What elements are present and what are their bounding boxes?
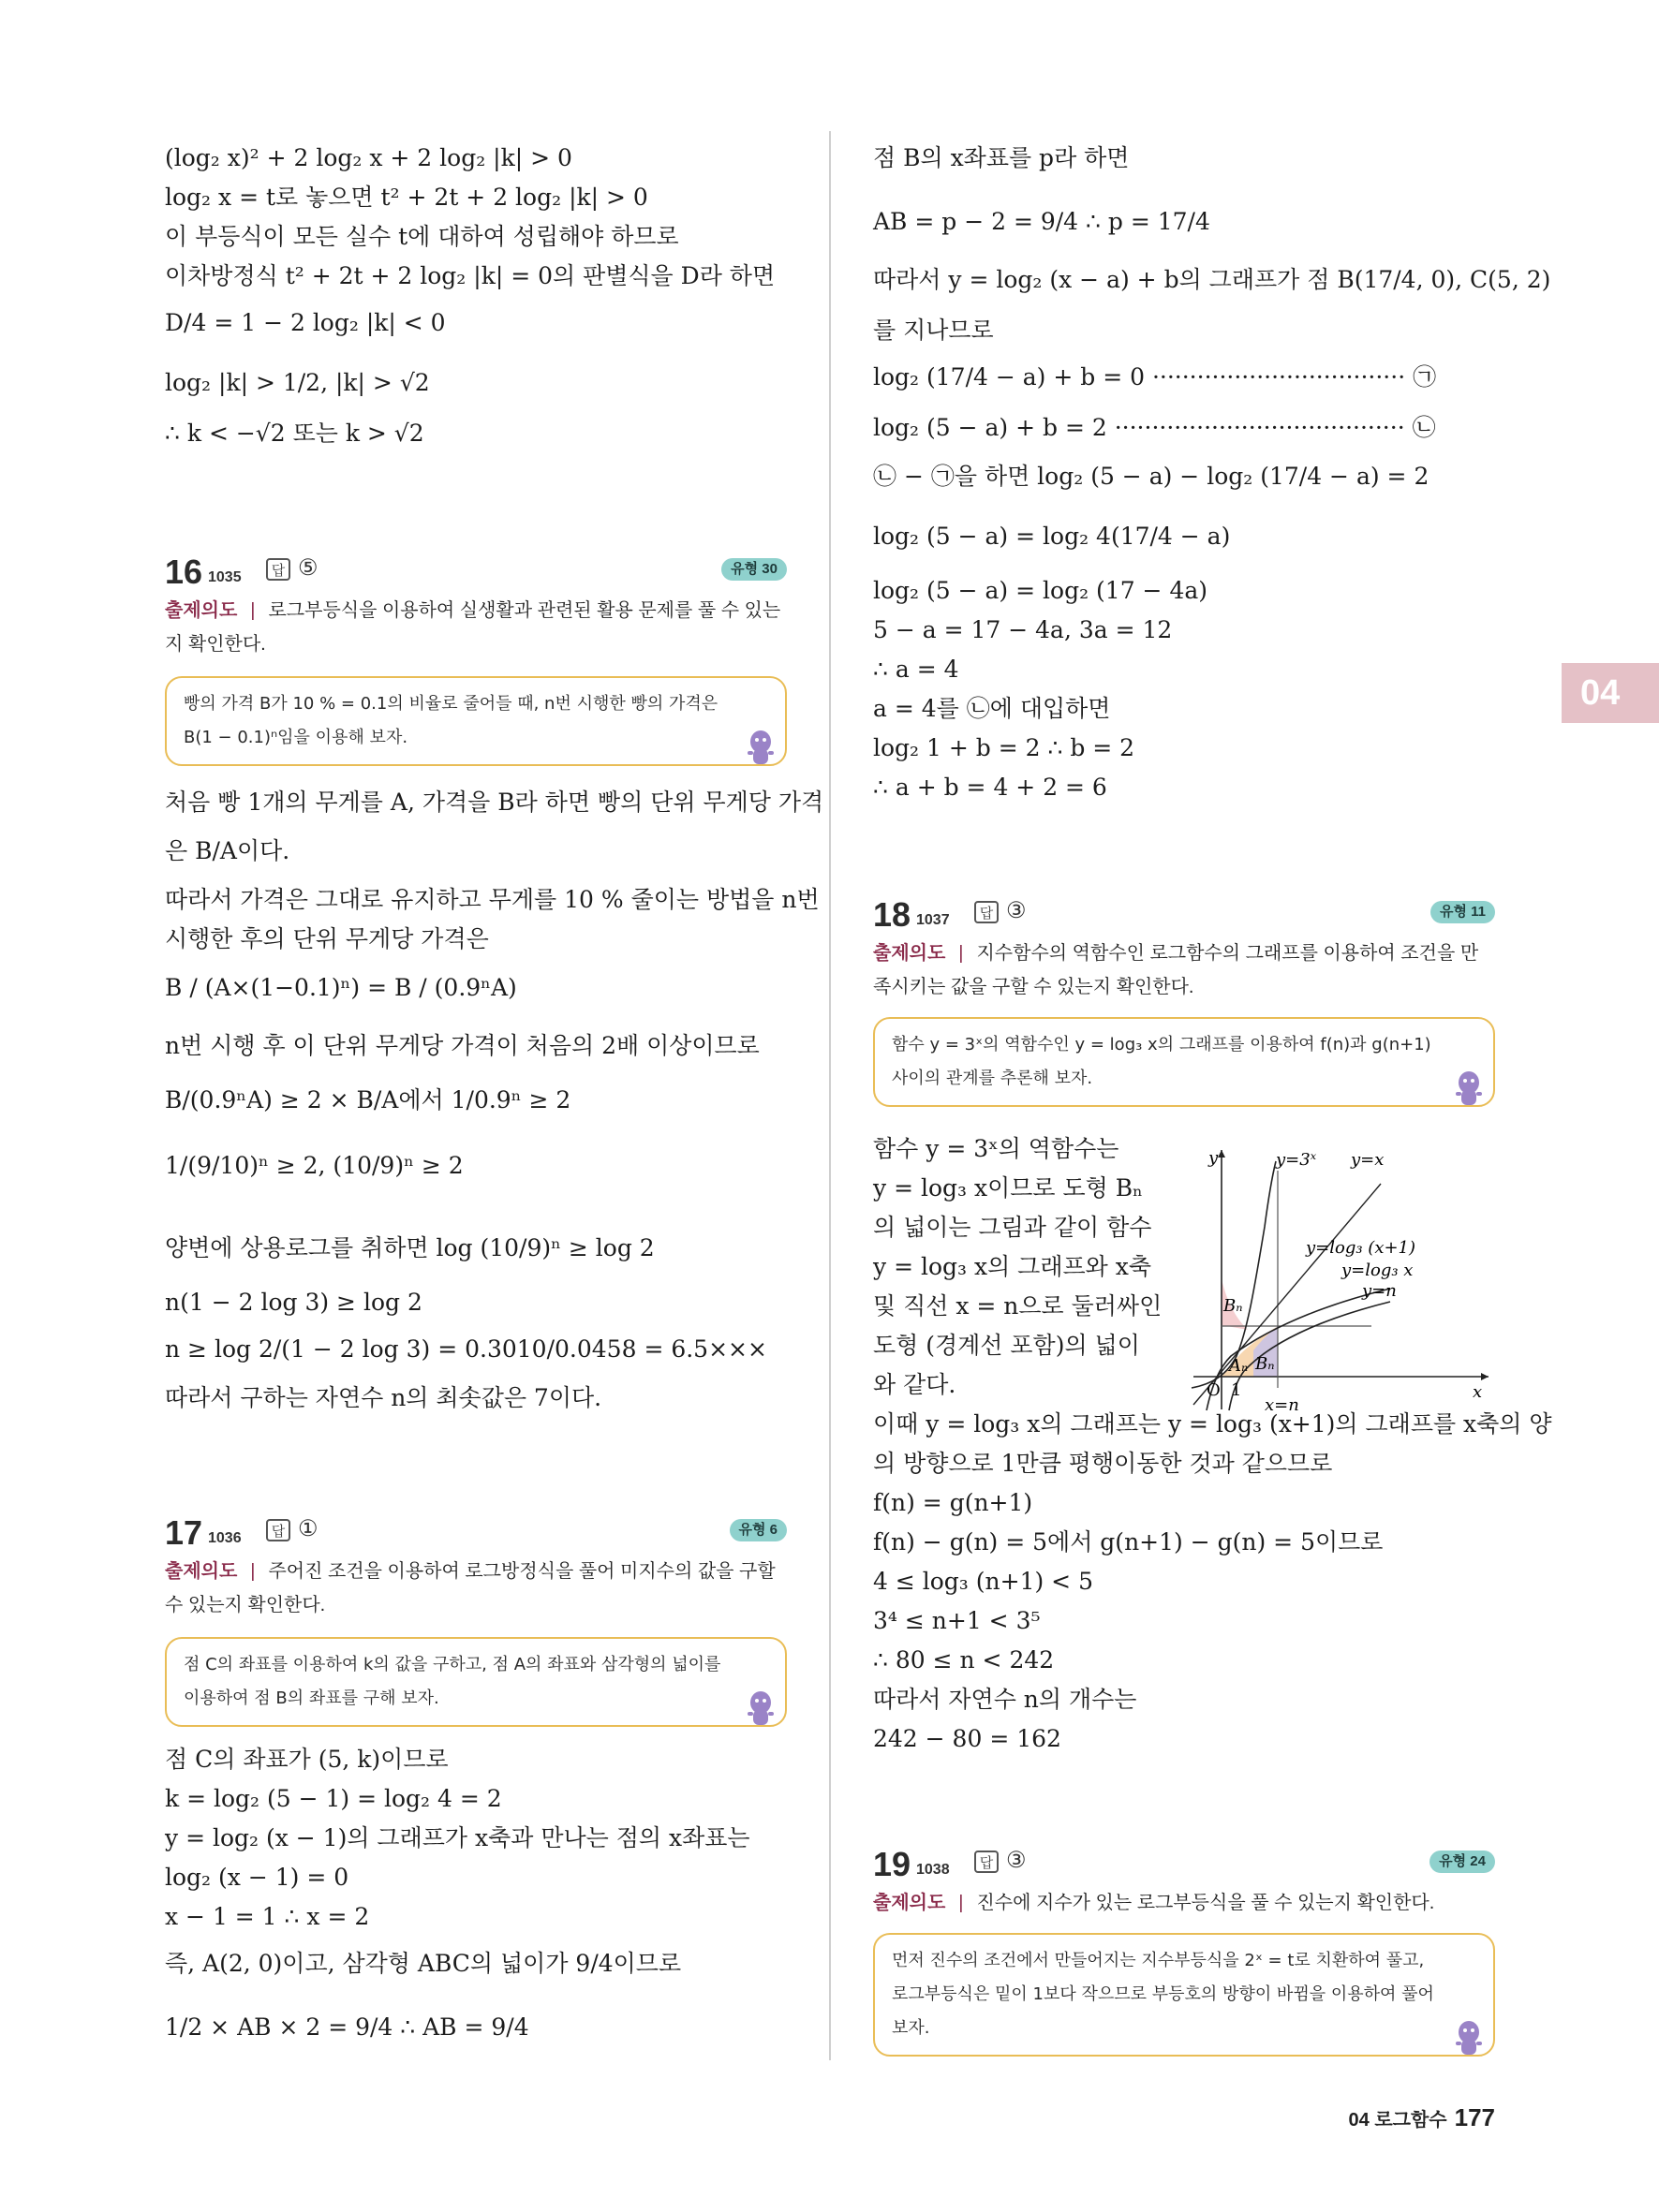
problem-18-header	[873, 895, 1495, 936]
problem-intent	[165, 1555, 787, 1622]
y-axis-arrow	[1218, 1150, 1225, 1158]
solution-line: AB = p − 2 = 9/4 ∴ p = 17/4	[873, 208, 1210, 235]
type-badge: 유형 30	[721, 558, 787, 581]
intent-text: 지수함수의 역함수인 로그함수의 그래프를 이용하여 조건을 만족시키는 값을 구할 수 있는지 확인한다.	[873, 943, 1479, 997]
solution-line: log₂ x = t로 놓으면 t² + 2t + 2 log₂ |k| > 0	[165, 184, 648, 211]
solution-line: 와 같다.	[873, 1371, 956, 1398]
intent-text: 주어진 조건을 이용하여 로그방정식을 풀어 미지수의 값을 구할 수 있는지 확인한다.	[165, 1561, 776, 1615]
solution-line: D/4 = 1 − 2 log₂ |k| < 0	[165, 309, 446, 336]
hint-text: 먼저 진수의 조건에서 만들어지는 지수부등식을 2ˣ = t로 치환하여 풀고, 로그부등식은 밑이 1보다 작으므로 부등호의 방향이 바뀜을 이용하여 풀어 보자.	[892, 1951, 1434, 2038]
problem-16-header	[165, 553, 787, 594]
mascot-icon	[744, 725, 778, 770]
type-badge: 유형 24	[1429, 1851, 1495, 1873]
graph-label-log-x: y=log₃ x	[1341, 1261, 1414, 1280]
footer-chapter: 04 로그함수	[1348, 2110, 1447, 2131]
solution-line: f(n) − g(n) = 5에서 g(n+1) − g(n) = 5이므로	[873, 1528, 1384, 1556]
solution-line: 점 C의 좌표가 (5, k)이므로	[165, 1746, 449, 1773]
solution-line: 점 B의 x좌표를 p라 하면	[873, 144, 1130, 171]
graph-label-3x: y=3ˣ	[1276, 1150, 1317, 1170]
solution-line: y = log₃ x의 그래프와 x축	[873, 1253, 1151, 1280]
solution-line: ∴ 80 ≤ n < 242	[873, 1646, 1055, 1674]
hint-box	[165, 1637, 787, 1727]
answer-badge: 답	[266, 1519, 290, 1541]
intent-label: 출제의도	[873, 943, 946, 964]
type-badge: 유형 11	[1430, 901, 1495, 923]
graph-label-yn: y=n	[1362, 1281, 1397, 1301]
problem-id: 1035	[208, 569, 242, 585]
solution-line: 1/2 × AB × 2 = 9/4 ∴ AB = 9/4	[165, 2013, 529, 2041]
page-number: 177	[1454, 2103, 1495, 2131]
solution-line: log₂ (x − 1) = 0	[165, 1864, 349, 1891]
answer-badge: 답	[266, 558, 290, 581]
hint-box	[873, 1933, 1495, 2057]
intent-separator: |	[958, 943, 964, 964]
hint-text: 빵의 가격 B가 10 % = 0.1의 비율로 줄어들 때, n번 시행한 빵의 가격은 B(1 − 0.1)ⁿ임을 이용해 보자.	[184, 694, 718, 747]
problem-id: 1038	[916, 1862, 950, 1878]
intent-text: 로그부등식을 이용하여 실생활과 관련된 활용 문제를 풀 수 있는지 확인한다.	[165, 600, 781, 655]
graph-label-x-axis: x	[1473, 1382, 1483, 1402]
solution-line: 시행한 후의 단위 무게당 가격은	[165, 925, 489, 952]
solution-line: 함수 y = 3ˣ의 역함수는	[873, 1135, 1119, 1162]
problem-19-header	[873, 1845, 1495, 1886]
problem-number: 17	[165, 1513, 203, 1552]
solution-line: 양변에 상용로그를 취하면 log (10/9)ⁿ ≥ log 2	[165, 1234, 655, 1261]
answer-value: ③	[1006, 898, 1027, 923]
answer-value: ①	[298, 1516, 318, 1541]
solution-line: log₂ (5 − a) = log₂ 4(17/4 − a)	[873, 523, 1231, 550]
solution-line: ∴ a + b = 4 + 2 = 6	[873, 774, 1107, 801]
solution-line: log₂ (5 − a) + b = 2 ······································· ㉡	[873, 414, 1436, 441]
solution-line: y = log₂ (x − 1)의 그래프가 x축과 만나는 점의 x좌표는	[165, 1824, 750, 1851]
problem-intent	[165, 594, 787, 661]
solution-line: log₂ 1 + b = 2 ∴ b = 2	[873, 734, 1135, 761]
solution-line: 및 직선 x = n으로 둘러싸인	[873, 1292, 1163, 1320]
solution-line: (log₂ x)² + 2 log₂ x + 2 log₂ |k| > 0	[165, 144, 572, 171]
graph-label-yx: y=x	[1351, 1150, 1385, 1170]
solution-line: 5 − a = 17 − 4a, 3a = 12	[873, 616, 1173, 643]
intent-label: 출제의도	[165, 1561, 238, 1582]
solution-line: f(n) = g(n+1)	[873, 1489, 1033, 1516]
graph-label-an: Aₙ	[1229, 1356, 1249, 1376]
graph-label-origin: O	[1207, 1380, 1221, 1400]
solution-line: y = log₃ x이므로 도형 Bₙ	[873, 1174, 1143, 1202]
solution-line: n번 시행 후 이 단위 무게당 가격이 처음의 2배 이상이므로	[165, 1032, 760, 1059]
solution-line: 즉, A(2, 0)이고, 삼각형 ABC의 넓이가 9/4이므로	[165, 1950, 682, 1977]
graph-label-log-x1: y=log₃ (x+1)	[1306, 1238, 1416, 1258]
solution-line: 도형 (경계선 포함)의 넓이	[873, 1332, 1140, 1359]
answer-badge: 답	[974, 901, 999, 923]
hint-text: 함수 y = 3ˣ의 역함수인 y = log₃ x의 그래프를 이용하여 f(n)과 g(n+1) 사이의 관계를 추론해 보자.	[892, 1035, 1431, 1088]
hint-box	[873, 1017, 1495, 1107]
solution-line: 242 − 80 = 162	[873, 1725, 1061, 1752]
mascot-icon	[1452, 1066, 1486, 1111]
solution-line: log₂ (17/4 − a) + b = 0 ·································· ㉠	[873, 363, 1437, 391]
solution-line: k = log₂ (5 − 1) = log₂ 4 = 2	[165, 1785, 502, 1812]
chapter-tab: 04	[1562, 663, 1659, 723]
solution-line: log₂ (5 − a) = log₂ (17 − 4a)	[873, 577, 1208, 604]
intent-separator: |	[250, 1561, 256, 1582]
solution-line: 처음 빵 1개의 무게를 A, 가격을 B라 하면 빵의 단위 무게당 가격	[165, 789, 824, 816]
intent-label: 출제의도	[165, 600, 238, 621]
solution-line: 의 방향으로 1만큼 평행이동한 것과 같으므로	[873, 1450, 1333, 1477]
intent-separator: |	[250, 600, 256, 621]
column-divider	[829, 131, 831, 2060]
intent-label: 출제의도	[873, 1893, 946, 1913]
problem-id: 1037	[916, 912, 950, 928]
x-axis-arrow	[1481, 1373, 1489, 1380]
solution-line: 를 지나므로	[873, 317, 994, 344]
solution-line: 따라서 자연수 n의 개수는	[873, 1686, 1137, 1713]
hint-text: 점 C의 좌표를 이용하여 k의 값을 구하고, 점 A의 좌표와 삼각형의 넓이를 이용하여 점 B의 좌표를 구해 보자.	[184, 1655, 721, 1708]
solution-line: n ≥ log 2/(1 − 2 log 3) = 0.3010/0.0458 = 6.5×××	[165, 1335, 767, 1363]
solution-line: a = 4를 ㉡에 대입하면	[873, 695, 1111, 722]
solution-line: 이때 y = log₃ x의 그래프는 y = log₃ (x+1)의 그래프를 x축의 양	[873, 1410, 1552, 1438]
problem-number: 16	[165, 553, 203, 591]
solution-line: ㉡ − ㉠을 하면 log₂ (5 − a) − log₂ (17/4 − a) = 2	[873, 463, 1429, 490]
solution-line: B / (A×(1−0.1)ⁿ) = B / (0.9ⁿA)	[165, 974, 517, 1001]
problem-id: 1036	[208, 1530, 242, 1546]
problem-number: 19	[873, 1845, 911, 1883]
solution-line: 4 ≤ log₃ (n+1) < 5	[873, 1568, 1093, 1595]
hint-box	[165, 676, 787, 766]
graph-label-xn: x=n	[1265, 1395, 1299, 1414]
solution-line: x − 1 = 1 ∴ x = 2	[165, 1903, 370, 1930]
graph-label-one: 1	[1231, 1380, 1242, 1400]
problem-number: 18	[873, 895, 911, 934]
solution-line: 이 부등식이 모든 실수 t에 대하여 성립해야 하므로	[165, 223, 679, 250]
solution-line: 따라서 구하는 자연수 n의 최솟값은 7이다.	[165, 1384, 602, 1411]
solution-line: B/(0.9ⁿA) ≥ 2 × B/A에서 1/0.9ⁿ ≥ 2	[165, 1086, 571, 1113]
solution-line: ∴ k < −√2 또는 k > √2	[165, 420, 424, 447]
type-badge: 유형 6	[730, 1519, 788, 1541]
answer-badge: 답	[974, 1851, 999, 1873]
solution-line: 이차방정식 t² + 2t + 2 log₂ |k| = 0의 판별식을 D라 하면	[165, 262, 776, 289]
answer-value: ⑤	[298, 555, 318, 581]
solution-line: 따라서 가격은 그대로 유지하고 무게를 10 % 줄이는 방법을 n번	[165, 886, 820, 913]
solution-line: 3⁴ ≤ n+1 < 3⁵	[873, 1607, 1041, 1634]
mascot-icon	[1452, 2015, 1486, 2060]
problem-intent	[873, 936, 1495, 1004]
graph-label-bn: Bₙ	[1255, 1354, 1275, 1374]
graph-label-y-axis: y	[1208, 1148, 1219, 1168]
solution-line: ∴ a = 4	[873, 656, 959, 683]
solution-line: 1/(9/10)ⁿ ≥ 2, (10/9)ⁿ ≥ 2	[165, 1152, 464, 1179]
answer-value: ③	[1006, 1848, 1027, 1873]
page-footer	[1330, 2103, 1495, 2132]
solution-line: 은 B/A이다.	[165, 837, 290, 864]
intent-separator: |	[958, 1893, 964, 1913]
solution-line: 따라서 y = log₂ (x − a) + b의 그래프가 점 B(17/4, 0), C(5, 2)	[873, 266, 1551, 293]
intent-text: 진수에 지수가 있는 로그부등식을 풀 수 있는지 확인한다.	[976, 1893, 1435, 1913]
graph-label-bn-upper: Bₙ	[1223, 1296, 1243, 1316]
solution-line: n(1 − 2 log 3) ≥ log 2	[165, 1289, 422, 1316]
solution-line: log₂ |k| > 1/2, |k| > √2	[165, 369, 430, 396]
mascot-icon	[744, 1686, 778, 1731]
problem-intent	[873, 1886, 1495, 1920]
solution-line: 의 넓이는 그림과 같이 함수	[873, 1214, 1152, 1241]
problem-17-header	[165, 1513, 787, 1555]
log-graph-figure	[1175, 1143, 1495, 1414]
